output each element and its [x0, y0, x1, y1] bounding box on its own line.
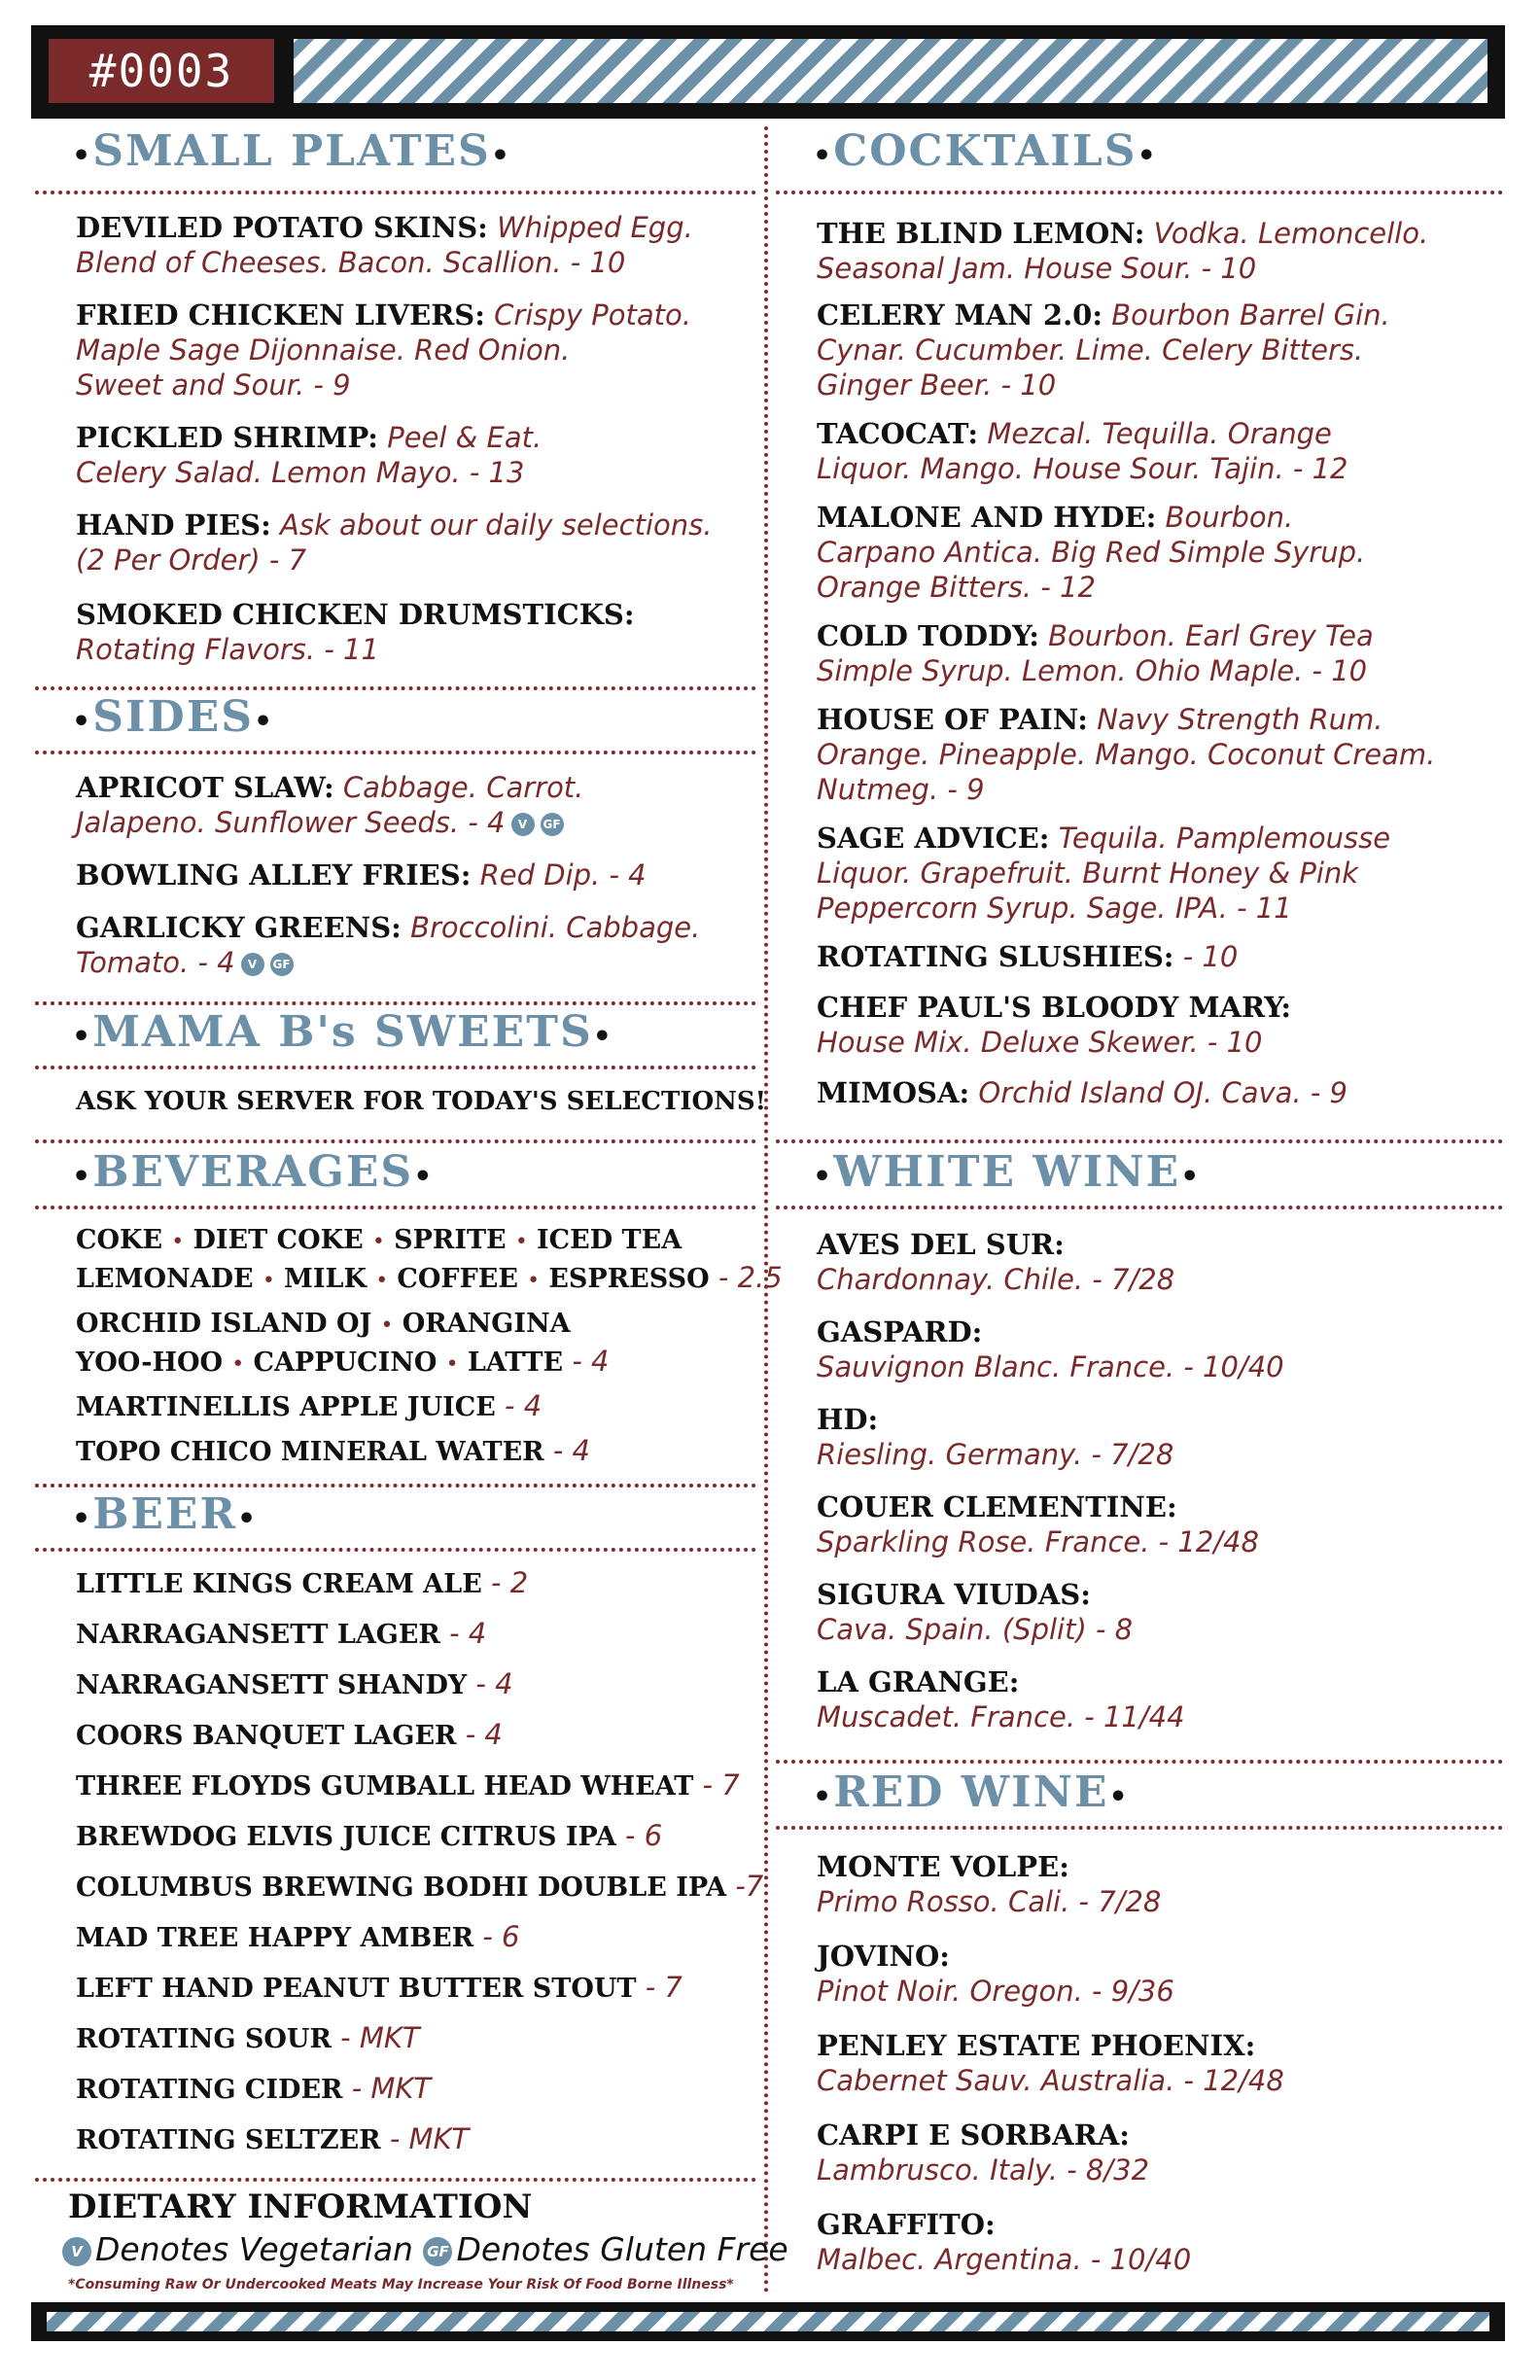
- vegetarian-badge-icon: V: [241, 953, 264, 976]
- beer-item: NARRAGANSETT LAGER - 4: [76, 1617, 487, 1650]
- beer-item: ROTATING CIDER - MKT: [76, 2072, 432, 2105]
- divider: [776, 1760, 1503, 1764]
- dietary-title: DIETARY INFORMATION: [68, 2188, 533, 2226]
- beverage-line-3: ORCHID ISLAND OJ • ORANGINA: [76, 1309, 571, 1339]
- beverage-line-6: TOPO CHICO MINERAL WATER - 4: [76, 1434, 590, 1467]
- divider: [35, 1548, 756, 1552]
- menu-item-garlicky-greens: GARLICKY GREENS: Broccolini. Cabbage. Tomato. - 4 V GF: [76, 911, 701, 979]
- divider: [35, 191, 756, 194]
- beer-item: LITTLE KINGS CREAM ALE - 2: [76, 1566, 529, 1599]
- vegetarian-badge-icon: V: [62, 2237, 91, 2266]
- red-wine-item: GRAFFITO: Malbec. Argentina. - 10/40: [817, 2208, 1192, 2276]
- red-wine-item: PENLEY ESTATE PHOENIX: Cabernet Sauv. Australia. - 12/48: [817, 2029, 1284, 2097]
- divider: [35, 1001, 756, 1005]
- beer-item: NARRAGANSETT SHANDY - 4: [76, 1667, 513, 1700]
- menu-item-fried-chicken-livers: FRIED CHICKEN LIVERS: Crispy Potato. Maple Sage Dijonnaise. Red Onion. Sweet and Sour. - 9: [76, 298, 692, 402]
- beer-item: ROTATING SELTZER - MKT: [76, 2122, 470, 2155]
- red-wine-item: MONTE VOLPE: Primo Rosso. Cali. - 7/28: [817, 1850, 1162, 1918]
- column-divider: [764, 126, 768, 2294]
- menu-item-deviled-potato-skins: DEVILED POTATO SKINS: Whipped Egg. Blend of Cheeses. Bacon. Scallion. - 10: [76, 211, 693, 279]
- beer-item: BREWDOG ELVIS JUICE CITRUS IPA - 6: [76, 1819, 663, 1852]
- section-title-small-plates: •SMALL PLATES•: [72, 126, 511, 176]
- divider: [776, 1826, 1503, 1830]
- divider: [35, 1484, 756, 1488]
- gluten-free-badge-icon: GF: [423, 2237, 452, 2266]
- beer-item: COORS BANQUET LAGER - 4: [76, 1718, 503, 1751]
- cocktail-sage-advice: SAGE ADVICE: Tequila. Pamplemousse Liquor. Grapefruit. Burnt Honey & Pink Peppercorn Syrup. Sage. IPA. - 11: [817, 822, 1391, 925]
- white-wine-item: GASPARD: Sauvignon Blanc. France. - 10/40: [817, 1315, 1284, 1383]
- section-title-sweets: •MAMA B's SWEETS•: [72, 1007, 613, 1057]
- cocktail-house-of-pain: HOUSE OF PAIN: Navy Strength Rum. Orange. Pineapple. Mango. Coconut Cream. Nutmeg. - 9: [817, 703, 1436, 806]
- cocktail-mimosa: MIMOSA: Orchid Island OJ. Cava. - 9: [817, 1076, 1348, 1109]
- divider: [35, 1206, 756, 1209]
- section-title-white-wine: •WHITE WINE•: [813, 1147, 1202, 1197]
- white-wine-item: AVES DEL SUR: Chardonnay. Chile. - 7/28: [817, 1228, 1175, 1296]
- red-wine-item: JOVINO: Pinot Noir. Oregon. - 9/36: [817, 1940, 1174, 2008]
- divider: [776, 1206, 1503, 1209]
- vegetarian-badge-icon: V: [511, 813, 535, 836]
- sweets-note: ASK YOUR SERVER FOR TODAY'S SELECTIONS!: [76, 1087, 767, 1116]
- divider: [35, 686, 756, 690]
- divider: [35, 751, 756, 754]
- menu-item-pickled-shrimp: PICKLED SHRIMP: Peel & Eat. Celery Salad. Lemon Mayo. - 13: [76, 421, 542, 489]
- beverage-line-1: COKE • DIET COKE • SPRITE • ICED TEA: [76, 1225, 682, 1255]
- divider: [776, 1139, 1503, 1143]
- header-stripes: [294, 39, 1488, 103]
- cocktail-bloody-mary: CHEF PAUL'S BLOODY MARY: House Mix. Deluxe Skewer. - 10: [817, 991, 1292, 1059]
- dietary-legend: V Denotes Vegetarian GF Denotes Gluten Free: [62, 2230, 788, 2268]
- header-bar: [31, 25, 1505, 119]
- beer-item: ROTATING SOUR - MKT: [76, 2021, 420, 2054]
- beverage-line-4: YOO-HOO • CAPPUCINO • LATTE - 4: [76, 1345, 610, 1378]
- gluten-free-badge-icon: GF: [541, 813, 564, 836]
- white-wine-item: SIGURA VIUDAS: Cava. Spain. (Split) - 8: [817, 1578, 1134, 1646]
- cocktail-cold-toddy: COLD TODDY: Bourbon. Earl Grey Tea Simple Syrup. Lemon. Ohio Maple. - 10: [817, 619, 1374, 687]
- section-title-red-wine: •RED WINE•: [813, 1768, 1130, 1817]
- cocktail-rotating-slushies: ROTATING SLUSHIES: - 10: [817, 940, 1239, 973]
- beer-item: LEFT HAND PEANUT BUTTER STOUT - 7: [76, 1971, 682, 2004]
- white-wine-item: LA GRANGE: Muscadet. France. - 11/44: [817, 1665, 1185, 1733]
- divider: [35, 1139, 756, 1143]
- section-title-cocktails: •COCKTAILS•: [813, 126, 1158, 176]
- white-wine-item: COUER CLEMENTINE: Sparkling Rose. France. - 12/48: [817, 1490, 1259, 1558]
- menu-item-apricot-slaw: APRICOT SLAW: Cabbage. Carrot. Jalapeno. Sunflower Seeds. - 4 V GF: [76, 771, 584, 839]
- red-wine-item: CARPI E SORBARA: Lambrusco. Italy. - 8/32: [817, 2118, 1150, 2187]
- menu-item-bowling-alley-fries: BOWLING ALLEY FRIES: Red Dip. - 4: [76, 858, 647, 892]
- white-wine-item: HD: Riesling. Germany. - 7/28: [817, 1403, 1174, 1471]
- food-safety-warning: *Consuming Raw Or Undercooked Meats May Increase Your Risk Of Food Borne Illness*: [68, 2277, 734, 2292]
- divider: [35, 1066, 756, 1069]
- footer-bar: [31, 2302, 1505, 2341]
- section-title-sides: •SIDES•: [72, 692, 275, 742]
- beer-item: MAD TREE HAPPY AMBER - 6: [76, 1920, 520, 1953]
- divider: [35, 2178, 756, 2182]
- beverage-line-5: MARTINELLIS APPLE JUICE - 4: [76, 1389, 542, 1422]
- menu-item-hand-pies: HAND PIES: Ask about our daily selections. (2 Per Order) - 7: [76, 508, 713, 577]
- cocktail-tacocat: TACOCAT: Mezcal. Tequilla. Orange Liquor. Mango. House Sour. Tajin. - 12: [817, 417, 1348, 485]
- beer-item: COLUMBUS BREWING BODHI DOUBLE IPA -7: [76, 1870, 764, 1903]
- section-title-beer: •BEER•: [72, 1489, 259, 1539]
- divider: [776, 191, 1503, 194]
- beer-item: THREE FLOYDS GUMBALL HEAD WHEAT - 7: [76, 1768, 740, 1802]
- menu-number-badge: #0003: [49, 39, 274, 103]
- cocktail-celery-man: CELERY MAN 2.0: Bourbon Barrel Gin. Cynar. Cucumber. Lime. Celery Bitters. Ginger Beer. - 10: [817, 298, 1390, 402]
- beverage-line-2: LEMONADE • MILK • COFFEE • ESPRESSO - 2.5: [76, 1261, 783, 1294]
- section-title-beverages: •BEVERAGES•: [72, 1147, 435, 1197]
- cocktail-blind-lemon: THE BLIND LEMON: Vodka. Lemoncello. Seasonal Jam. House Sour. - 10: [817, 217, 1429, 285]
- gluten-free-badge-icon: GF: [270, 953, 294, 976]
- menu-item-smoked-chicken-drumsticks: SMOKED CHICKEN DRUMSTICKS: Rotating Flavors. - 11: [76, 598, 635, 666]
- cocktail-malone-and-hyde: MALONE AND HYDE: Bourbon. Carpano Antica. Big Red Simple Syrup. Orange Bitters. - 12: [817, 501, 1366, 604]
- footer-stripes: [47, 2312, 1489, 2331]
